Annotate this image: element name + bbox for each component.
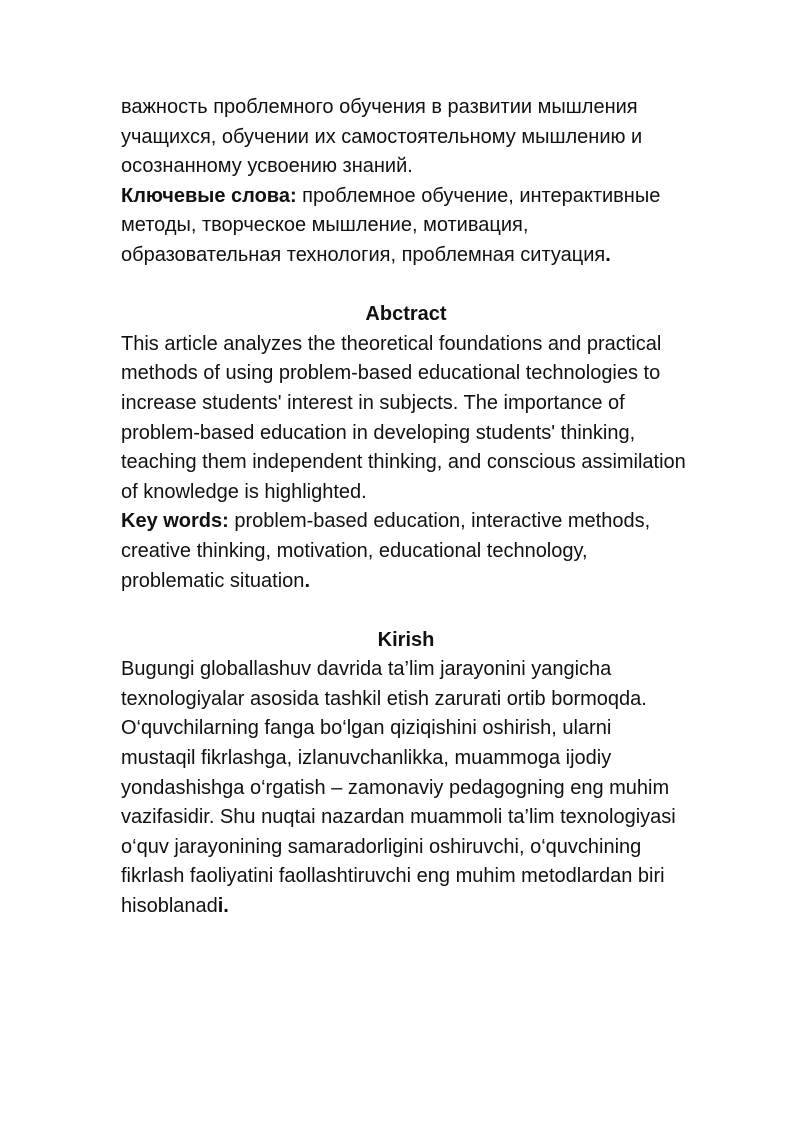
en-keywords-end: . <box>304 569 310 592</box>
intro-text-end: i. <box>217 895 229 918</box>
en-abstract-paragraph: This article analyzes the theoretical foundations and practical methods of using problem-based educational technologies to increase students' interest in subjects. The importance of problem-based education in developing students' thinking, teaching them independent thinking, and conscious assimilation of knowledge is highlighted. <box>121 332 686 503</box>
ru-keywords-paragraph <box>121 182 691 271</box>
ru-keywords-label: Ключевые слова: <box>121 184 297 207</box>
en-keywords-text: problem-based education, interactive methods, creative thinking, motivation, educational technology, problematic situation <box>121 510 651 592</box>
ru-abstract-paragraph: важность проблемного обучения в развитии мышления учащихся, обучении их самостоятельному мышлению и осознанному усвоению знаний. <box>121 96 643 178</box>
intro-heading: Kirish <box>377 628 435 651</box>
intro-text: Bugungi globallashuv davrida ta’lim jarayonini yangicha texnologiyalar asosida tashkil etish zarurati ortib bormoqda. O‘quvchilarning fanga bo‘lgan qiziqishini oshirish, ularni mustaqil fikrlashga, izlanuvchanlikka, muammoga ijodiy yondashishga o‘rgatish – zamonaviy pedagogning eng muhim vazifasidir. Shu nuqtai nazardan muammoli ta’lim texnologiyasi o‘quv jarayonining samaradorligini oshiruvchi, o‘quvchining fikrlash faoliyatini faollashtiruvchi eng muhim metodlardan biri hisoblanad <box>121 658 676 918</box>
en-keywords-paragraph <box>121 507 691 596</box>
spacer <box>121 596 691 626</box>
ru-keywords-text: проблемное обучение, интерактивные методы, творческое мышление, мотивация, образовательная технология, проблемная ситуация <box>121 184 661 266</box>
abstract-heading: Abctract <box>365 303 447 326</box>
en-keywords-label: Key words: <box>121 510 229 533</box>
spacer <box>121 271 691 301</box>
intro-paragraph <box>121 655 691 921</box>
ru-keywords-end: . <box>605 243 611 266</box>
document-page <box>121 93 691 922</box>
